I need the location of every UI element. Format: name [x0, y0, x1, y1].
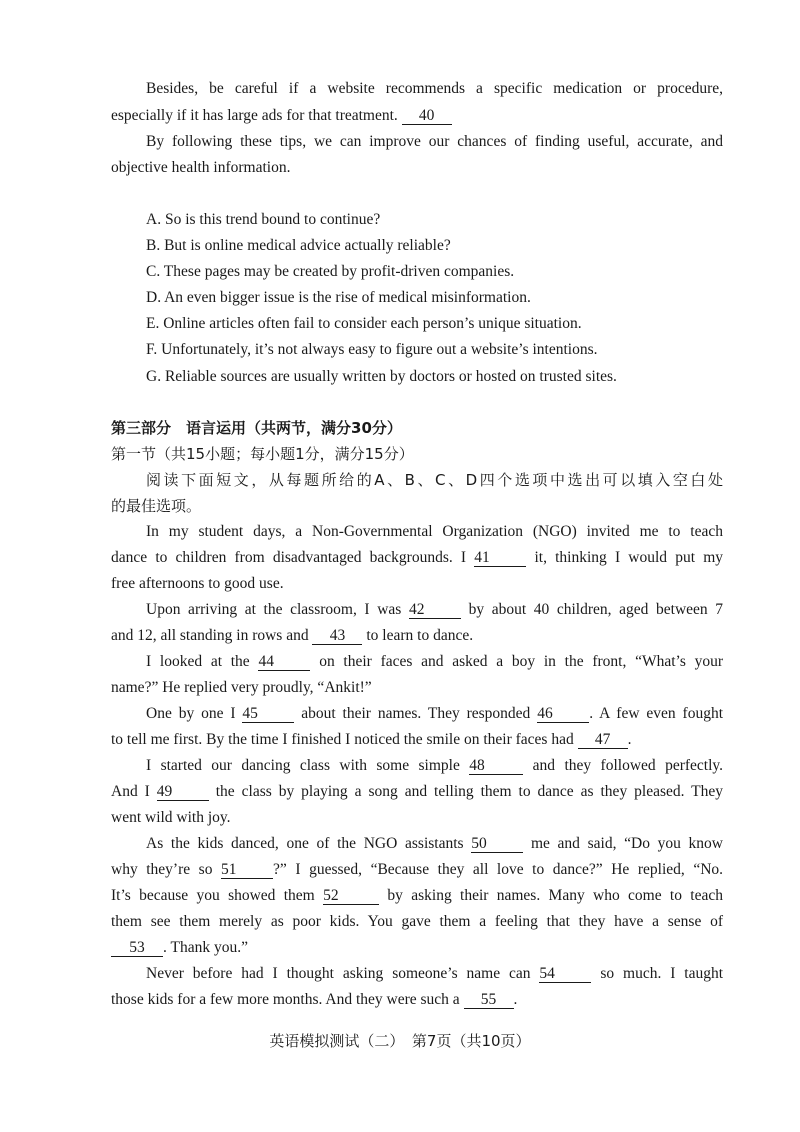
instruction-line: 的最佳选项。 — [111, 497, 202, 515]
blank-51: 51 — [221, 861, 273, 879]
blank-45: 45 — [242, 705, 294, 723]
blank-43: 43 — [312, 627, 362, 645]
cloze-line: And I 49 the class by playing a song and telling them to dance as they pleased. They — [111, 783, 724, 800]
instruction-line: 阅读下面短文，从每题所给的A、B、C、D四个选项中选出可以填入空白处 — [146, 471, 723, 489]
option-d: D. An even bigger issue is the rise of medical misinformation. — [146, 289, 531, 306]
cloze-line: One by one I 45 about their names. They responded 46 . A few even fought — [146, 705, 723, 722]
blank-54: 54 — [539, 965, 591, 983]
blank-55: 55 — [464, 991, 514, 1009]
passage-line: especially if it has large ads for that treatment. 40 — [111, 106, 723, 126]
cloze-line: free afternoons to good use. — [111, 575, 284, 592]
blank-40: 40 — [402, 107, 452, 125]
blank-53: 53 — [111, 939, 163, 957]
blank-52: 52 — [323, 887, 379, 905]
passage-line: objective health information. — [111, 159, 291, 176]
option-a: A. So is this trend bound to continue? — [146, 211, 381, 228]
blank-42: 42 — [409, 601, 461, 619]
blank-49: 49 — [157, 783, 209, 801]
blank-47: 47 — [578, 731, 628, 749]
section-title: 第三部分 语言运用（共两节，满分30分） — [111, 419, 402, 437]
cloze-line: Never before had I thought asking someone’s name can 54 so much. I taught — [146, 965, 724, 982]
option-f: F. Unfortunately, it’s not always easy to figure out a website’s intentions. — [146, 341, 598, 358]
option-g: G. Reliable sources are usually written by doctors or hosted on trusted sites. — [146, 368, 617, 385]
cloze-line: I started our dancing class with some simple 48 and they followed perfectly. — [146, 757, 724, 774]
cloze-line: name?” He replied very proudly, “Ankit!” — [111, 679, 372, 696]
cloze-line: and 12, all standing in rows and 43 to learn to dance. — [111, 627, 474, 644]
section-subtitle: 第一节（共15小题；每小题1分，满分15分） — [111, 445, 414, 463]
blank-48: 48 — [469, 757, 523, 775]
cloze-line: dance to children from disadvantaged backgrounds. I 41 it, thinking I would put my — [111, 549, 724, 566]
cloze-line: went wild with joy. — [111, 809, 231, 826]
cloze-line: to tell me first. By the time I finished I noticed the smile on their faces had 47 . — [111, 731, 632, 748]
cloze-line: 53 . Thank you.” — [111, 938, 723, 958]
blank-41: 41 — [474, 549, 526, 567]
cloze-line: As the kids danced, one of the NGO assistants 50 me and said, “Do you know — [146, 835, 724, 852]
cloze-line: those kids for a few more months. And they were such a 55 . — [111, 991, 518, 1008]
passage-line: Besides, be careful if a website recommends a specific medication or procedure, — [146, 80, 723, 97]
blank-46: 46 — [537, 705, 589, 723]
cloze-line: Upon arriving at the classroom, I was 42 by about 40 children, aged between 7 — [146, 601, 724, 618]
option-c: C. These pages may be created by profit-driven companies. — [146, 263, 515, 280]
cloze-line: In my student days, a Non-Governmental Organization (NGO) invited me to teach — [146, 523, 723, 540]
cloze-line: I looked at the 44 on their faces and asked a boy in the front, “What’s your — [146, 653, 724, 670]
cloze-line: It’s because you showed them 52 by asking their names. Many who come to teach — [111, 887, 723, 904]
cloze-line: why they’re so 51 ?” I guessed, “Because they all love to dance?” He replied, “No. — [111, 861, 724, 878]
blank-50: 50 — [471, 835, 523, 853]
blank-44: 44 — [258, 653, 310, 671]
option-e: E. Online articles often fail to consider each person’s unique situation. — [146, 315, 582, 332]
option-b: B. But is online medical advice actually reliable? — [146, 237, 451, 254]
cloze-line: them see them merely as poor kids. You gave them a feeling that they have a sense of — [111, 913, 723, 930]
page-footer: 英语模拟测试（二） 第7页（共10页） — [269, 1032, 531, 1050]
passage-line: By following these tips, we can improve our chances of finding useful, accurate, and — [146, 133, 723, 150]
